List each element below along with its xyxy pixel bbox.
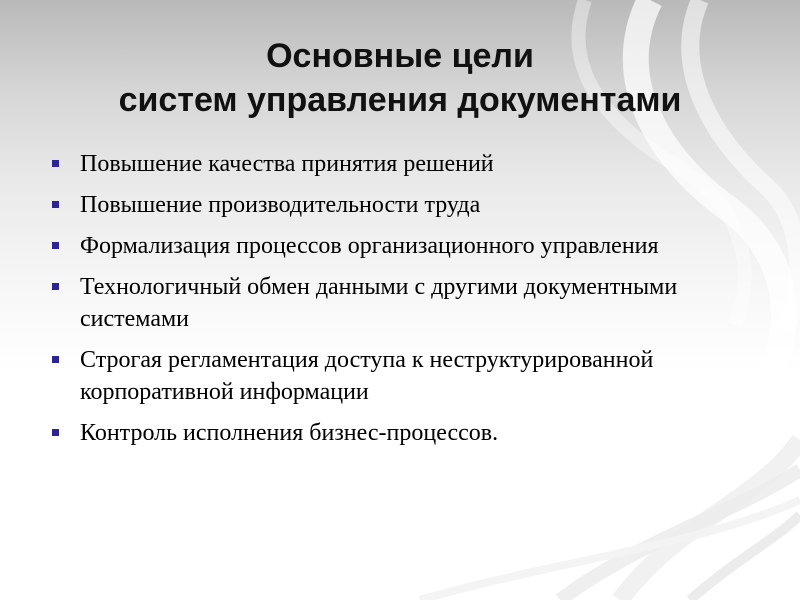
- bullet-item: [52, 148, 712, 180]
- bullet-text: Формализация процессов организационного управления: [80, 233, 659, 259]
- square-bullet-icon: [52, 201, 59, 208]
- square-bullet-icon: [52, 160, 59, 167]
- bullet-text: Повышение производительности труда: [80, 192, 481, 218]
- bullet-text: Повышение качества принятия решений: [80, 151, 494, 177]
- square-bullet-icon: [52, 242, 59, 249]
- bullet-text: Строгая регламентация доступа к неструктурированной корпоративной информации: [80, 347, 654, 405]
- slide-title-line-1: Основные цели: [266, 37, 534, 75]
- slide-title: [0, 34, 800, 122]
- bullet-item: [52, 230, 712, 262]
- slide-title-line-2: систем управления документами: [118, 81, 682, 119]
- bullet-item: [52, 417, 712, 449]
- bullet-text: Контроль исполнения бизнес-процессов.: [80, 420, 499, 446]
- bullet-text: Технологичный обмен данными с другими документными системами: [80, 274, 678, 332]
- square-bullet-icon: [52, 356, 59, 363]
- bullet-item: [52, 189, 712, 221]
- bullet-item: [52, 271, 712, 335]
- bullet-item: [52, 344, 712, 408]
- square-bullet-icon: [52, 283, 59, 290]
- square-bullet-icon: [52, 429, 59, 436]
- bullet-list: [52, 148, 712, 449]
